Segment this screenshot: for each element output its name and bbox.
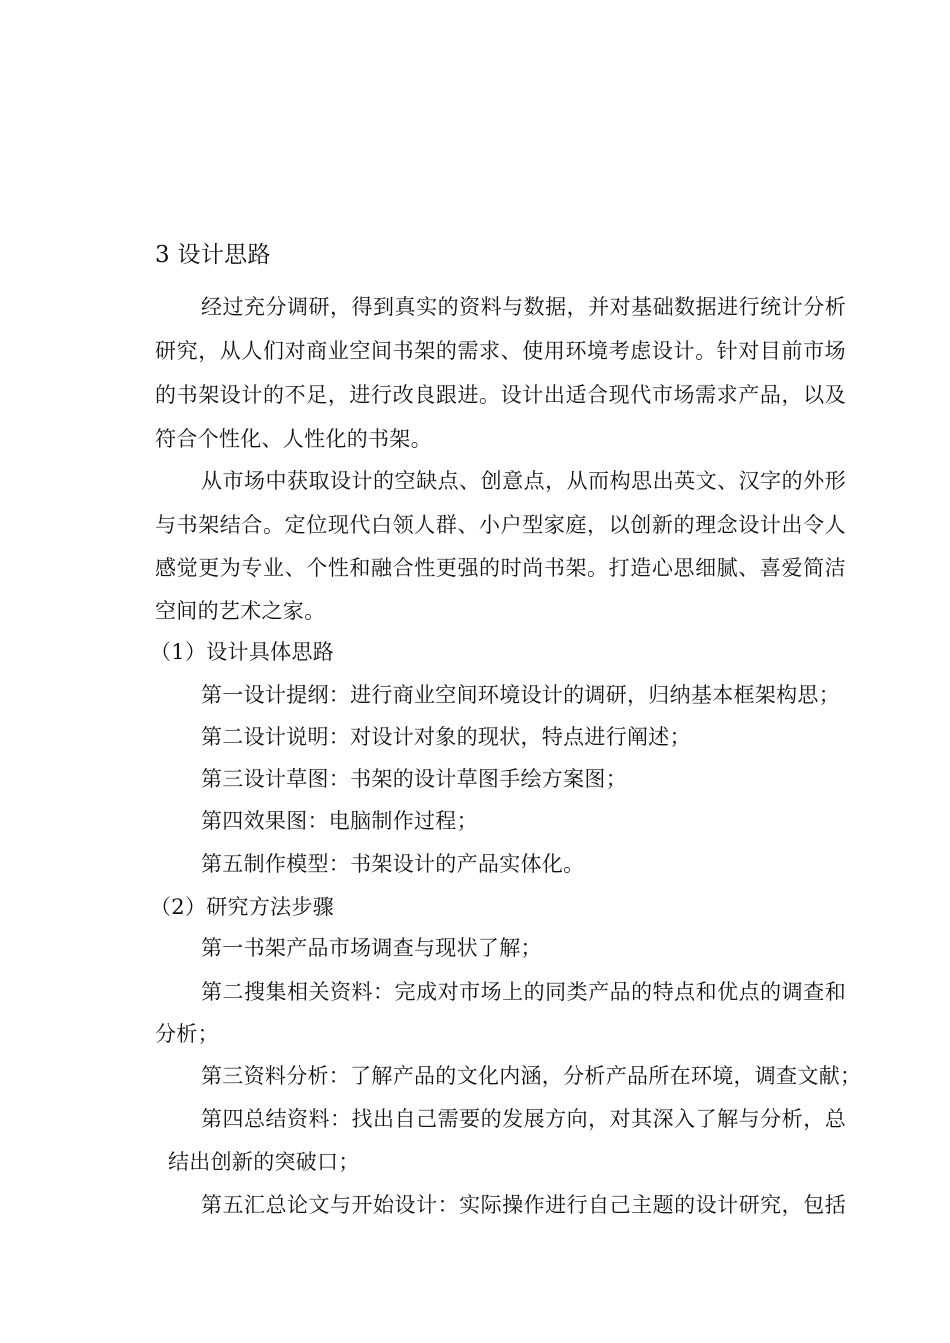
paragraph-2-line-4: 空间的艺术之家。 [155, 599, 326, 623]
subsection-2-title: （2）研究方法步骤 [150, 895, 335, 919]
subsection-2-item-1: 第一书架产品市场调查与现状了解； [201, 936, 542, 960]
paragraph-1-line-1: 经过充分调研，得到真实的资料与数据，并对基础数据进行统计分析 [201, 295, 846, 319]
paragraph-1-line-4: 符合个性化、人性化的书架。 [155, 427, 432, 451]
subsection-2-item-3: 第三资料分析：了解产品的文化内涵，分析产品所在环境，调查文献； [201, 1064, 862, 1088]
paragraph-1-line-2: 研究，从人们对商业空间书架的需求、使用环境考虑设计。针对目前市场 [155, 339, 846, 363]
paragraph-2-line-3: 感觉更为专业、个性和融合性更强的时尚书架。打造心思细腻、喜爱简洁 [155, 556, 846, 580]
subsection-2-item-2-line-2: 分析； [155, 1022, 219, 1046]
subsection-1-item-4: 第四效果图：电脑制作过程； [201, 809, 478, 833]
subsection-1-item-2: 第二设计说明：对设计对象的现状，特点进行阐述； [201, 725, 691, 749]
subsection-1-title: （1）设计具体思路 [150, 640, 335, 664]
subsection-1-item-1: 第一设计提纲：进行商业空间环境设计的调研，归纳基本框架构思； [201, 683, 840, 707]
paragraph-2-line-2: 与书架结合。定位现代白领人群、小户型家庭，以创新的理念设计出令人 [155, 513, 846, 537]
subsection-2-item-5: 第五汇总论文与开始设计：实际操作进行自己主题的设计研究，包括 [201, 1193, 846, 1217]
subsection-2-item-2-line-1: 第二搜集相关资料：完成对市场上的同类产品的特点和优点的调查和 [201, 980, 846, 1004]
section-heading: 3 设计思路 [155, 242, 271, 268]
subsection-1-item-5: 第五制作模型：书架设计的产品实体化。 [201, 852, 585, 876]
subsection-2-item-4-line-2: 结出创新的突破口； [168, 1150, 360, 1174]
paragraph-1-line-3: 的书架设计的不足，进行改良跟进。设计出适合现代市场需求产品，以及 [155, 383, 846, 407]
paragraph-2-line-1: 从市场中获取设计的空缺点、创意点，从而构思出英文、汉字的外形 [201, 469, 846, 493]
subsection-2-item-4-line-1: 第四总结资料：找出自己需要的发展方向，对其深入了解与分析，总 [201, 1107, 846, 1131]
subsection-1-item-3: 第三设计草图：书架的设计草图手绘方案图； [201, 767, 627, 791]
